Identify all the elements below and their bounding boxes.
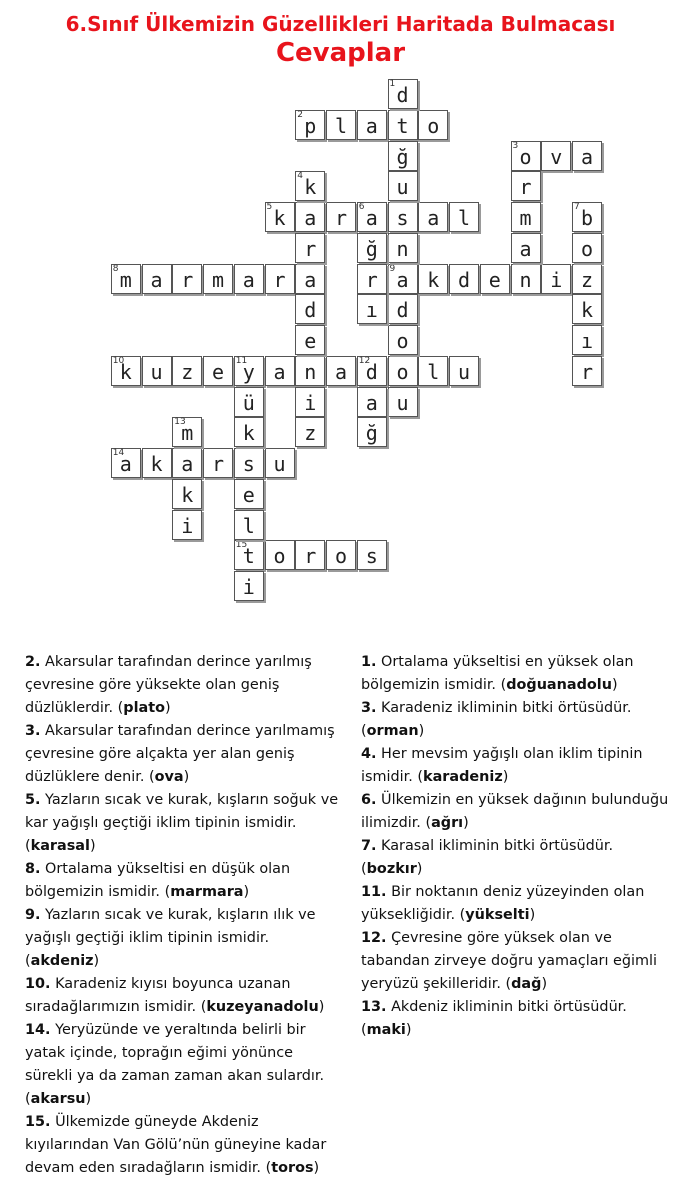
- grid-cell: [234, 387, 264, 417]
- clue-answer: orman: [366, 723, 419, 739]
- clue-text: Bir noktanın deniz yüzeyinden olan yüksekliğidir. (: [361, 884, 645, 923]
- clue-end: ): [541, 976, 548, 992]
- grid-cell: [203, 356, 233, 386]
- cell-letter: l: [242, 513, 255, 538]
- grid-cell: [142, 448, 172, 478]
- clue-end: ): [611, 677, 618, 693]
- clue-number: 3: [512, 140, 519, 151]
- cell-letter: o: [273, 544, 286, 569]
- cell-letter: a: [273, 359, 286, 384]
- grid-cell: [326, 356, 356, 386]
- cell-letter: ğ: [365, 236, 378, 261]
- clue-answer: plato: [123, 700, 165, 716]
- grid-cell: [480, 264, 510, 294]
- grid-cell: [357, 540, 387, 570]
- grid-cell: [572, 356, 602, 386]
- cell-letter: u: [396, 390, 409, 415]
- grid-cell: [265, 264, 295, 294]
- clue-answer: akarsu: [30, 1091, 86, 1107]
- clue-number: 13: [174, 417, 186, 428]
- clue-item: [25, 1111, 340, 1180]
- cell-letter: d: [457, 267, 471, 292]
- cell-letter: r: [181, 267, 194, 292]
- puzzle-subtitle: Cevaplar: [275, 38, 406, 68]
- cell-letter: i: [181, 513, 194, 538]
- clue-number: 2: [297, 109, 303, 120]
- cell-letter: k: [181, 482, 194, 507]
- cell-letter: o: [427, 113, 440, 138]
- grid-cell: [541, 264, 571, 294]
- grid-cell: [572, 141, 602, 171]
- grid-cell: [295, 356, 325, 386]
- grid-cell: [295, 264, 325, 294]
- grid-cell: [295, 233, 325, 263]
- clue-text: Karasal ikliminin bitki örtüsüdür. (: [361, 838, 614, 877]
- cell-letter: k: [150, 452, 163, 476]
- clue-end: ): [313, 1160, 320, 1176]
- grid-cell: [295, 540, 325, 570]
- grid-cell: [357, 233, 387, 263]
- clue-end: ): [165, 700, 171, 716]
- clue-item: [361, 789, 671, 835]
- clue-number: 13.: [361, 999, 387, 1015]
- clue-answer: marmara: [170, 884, 244, 900]
- cell-letter: l: [427, 359, 440, 384]
- grid-cell: [142, 264, 172, 294]
- cell-letter: a: [365, 113, 378, 138]
- cell-letter: l: [334, 113, 348, 138]
- grid-cell: [541, 141, 571, 171]
- cell-letter: m: [119, 267, 132, 292]
- grid-cell: [572, 264, 602, 294]
- grid-cell: [234, 510, 264, 540]
- grid-cell: [295, 294, 325, 324]
- grid-cell: [234, 571, 264, 601]
- clue-answer: bozkır: [366, 861, 417, 877]
- clue-item: [25, 720, 340, 789]
- cell-letter: y: [242, 359, 255, 384]
- grid-cell: [111, 448, 141, 478]
- cell-letter: i: [550, 267, 563, 292]
- clue-item: [25, 789, 340, 858]
- clue-end: ): [89, 838, 96, 854]
- cell-letter: k: [304, 175, 317, 200]
- clue-end: ): [243, 884, 250, 900]
- clue-number: 3.: [361, 700, 377, 716]
- clue-answer: kuzeyanadolu: [206, 999, 319, 1015]
- clue-answer: karasal: [30, 838, 90, 854]
- grid-cell: [388, 79, 418, 109]
- grid-cell: [172, 356, 202, 386]
- cell-letter: a: [242, 267, 255, 292]
- cell-letter: k: [119, 359, 132, 384]
- clue-end: ): [85, 1091, 92, 1107]
- clue-number: 4.: [361, 746, 377, 762]
- grid-cell: [295, 171, 325, 201]
- grid-cell: [234, 448, 264, 478]
- clue-end: ): [529, 907, 536, 923]
- clue-number: 9.: [25, 907, 41, 923]
- cell-letter: d: [396, 298, 409, 323]
- clue-item: [361, 835, 671, 881]
- cell-letter: r: [211, 452, 225, 476]
- clue-item: [361, 697, 671, 743]
- clue-text: Karadeniz ikliminin bitki örtüsüdür. (: [361, 700, 632, 739]
- grid-cell: [172, 510, 202, 540]
- cell-letter: i: [304, 390, 317, 415]
- grid-cell: [172, 264, 202, 294]
- cell-letter: s: [396, 206, 409, 230]
- grid-cell: [418, 202, 448, 232]
- cell-letter: d: [396, 83, 409, 107]
- grid-cell: [265, 448, 295, 478]
- clue-item: [361, 927, 671, 996]
- cell-letter: o: [580, 236, 594, 261]
- grid-cell: [511, 233, 541, 263]
- cell-letter: a: [365, 206, 378, 230]
- clue-number: 2.: [25, 654, 41, 670]
- cell-letter: a: [150, 267, 163, 292]
- grid-cell: [295, 387, 325, 417]
- clue-number: 4: [297, 171, 303, 182]
- cell-letter: a: [396, 267, 409, 292]
- clue-text: Ortalama yükseltisi en yüksek olan bölgemizin ismidir. (: [361, 654, 634, 693]
- clue-item: [25, 904, 340, 973]
- cell-letter: z: [181, 359, 194, 384]
- clue-text: Yazların sıcak ve kurak, kışların ılık ve yağışlı geçtiği iklim tipinin ismidir. (: [25, 907, 316, 969]
- grid-cell: [357, 356, 387, 386]
- cell-letter: m: [211, 267, 225, 292]
- grid-cell: [111, 264, 141, 294]
- grid-cell: [234, 264, 264, 294]
- clue-number: 10.: [25, 976, 51, 992]
- cell-letter: r: [519, 175, 532, 200]
- clue-end: ): [405, 1022, 412, 1038]
- cell-letter: e: [304, 329, 317, 353]
- cell-letter: d: [304, 298, 317, 323]
- clue-item: [361, 651, 671, 697]
- grid-cell: [418, 356, 448, 386]
- grid-cell: [326, 540, 356, 570]
- cell-letter: ğ: [365, 421, 378, 446]
- cell-letter: a: [580, 144, 594, 169]
- clue-number: 11.: [361, 884, 387, 900]
- cell-letter: l: [457, 206, 471, 230]
- clue-text: Akdeniz ikliminin bitki örtüsüdür. (: [361, 999, 627, 1038]
- clue-item: [25, 858, 340, 904]
- clue-number: 5: [266, 202, 273, 212]
- clue-number: 12.: [361, 930, 387, 946]
- cell-letter: s: [242, 452, 255, 476]
- grid-cell: [572, 233, 602, 263]
- cell-letter: a: [181, 452, 194, 476]
- clue-end: ): [463, 815, 469, 831]
- grid-cell: [388, 233, 418, 263]
- grid-cell: [295, 417, 325, 447]
- clue-answer: akdeniz: [30, 953, 94, 969]
- clue-number: 7.: [361, 838, 377, 854]
- clue-answer: karadeniz: [423, 769, 503, 785]
- cell-letter: a: [304, 267, 317, 292]
- clue-item: [361, 881, 671, 927]
- clue-list-left: [25, 651, 340, 1180]
- grid-cell: [388, 264, 418, 294]
- grid-cell: [511, 171, 541, 201]
- clue-text: Çevresine göre yüksek olan ve tabandan zirveye doğru yamaçları eğimli yeryüzü şekilleridir. (: [361, 930, 658, 992]
- grid-cell: [418, 110, 448, 140]
- cell-letter: r: [304, 236, 317, 261]
- clue-number: 14: [112, 448, 125, 458]
- clue-item: [25, 973, 340, 1019]
- grid-cell: [511, 264, 541, 294]
- cell-letter: d: [365, 359, 378, 384]
- clue-end: ): [416, 861, 423, 877]
- grid-cell: [295, 325, 325, 355]
- grid-cell: [357, 417, 387, 447]
- cell-letter: t: [396, 113, 409, 138]
- clue-answer: ağrı: [431, 815, 464, 831]
- cell-letter: k: [580, 298, 594, 323]
- cell-letter: m: [181, 421, 194, 446]
- cell-letter: a: [119, 452, 132, 476]
- clue-item: [25, 651, 340, 720]
- grid-cell: [111, 356, 141, 386]
- clue-number: 1.: [361, 654, 377, 670]
- grid-cell: [388, 387, 418, 417]
- grid-cell: [234, 356, 264, 386]
- clue-end: ): [183, 769, 190, 785]
- grid-cell: [357, 294, 387, 324]
- clue-answer: maki: [366, 1022, 406, 1038]
- clue-text: Akarsular tarafından derince yarılmamış çevresine göre alçakta yer alan geniş düzlüklere denir. (: [25, 723, 335, 785]
- cell-letter: z: [304, 421, 317, 446]
- cell-letter: p: [304, 113, 317, 138]
- cell-letter: e: [211, 359, 225, 384]
- puzzle-title: 6.Sınıf Ülkemizin Güzellikleri Haritada Bulmacası: [65, 12, 616, 36]
- grid-cell: [265, 202, 295, 232]
- cell-letter: n: [519, 267, 532, 292]
- grid-cell: [572, 294, 602, 324]
- grid-cell: [449, 264, 479, 294]
- cell-letter: n: [396, 236, 409, 261]
- cell-letter: z: [580, 267, 594, 292]
- clue-list-right: [361, 651, 671, 1042]
- grid-cell: [388, 141, 418, 171]
- clue-text: Akarsular tarafından derince yarılmış çevresine göre yüksekte olan geniş düzlüklerdir. (: [25, 654, 312, 716]
- grid-cell: [388, 356, 418, 386]
- grid-cell: [449, 202, 479, 232]
- cell-letter: i: [242, 575, 255, 599]
- grid-cell: [388, 110, 418, 140]
- cell-letter: r: [365, 267, 378, 292]
- clue-number: 6.: [361, 792, 377, 808]
- cell-letter: k: [242, 421, 255, 446]
- grid-cell: [388, 202, 418, 232]
- clue-number: 1: [389, 79, 396, 89]
- grid-cell: [572, 325, 602, 355]
- clue-answer: ova: [154, 769, 184, 785]
- grid-cell: [511, 202, 541, 232]
- grid-cell: [357, 202, 387, 232]
- clue-text: Ülkemizde güneyde Akdeniz kıyılarından Van Gölü’nün güneyine kadar devam eden sıradağların ismidir. (: [25, 1114, 327, 1176]
- clue-item: [361, 996, 671, 1042]
- grid-cell: [357, 264, 387, 294]
- clue-number: 6: [358, 202, 365, 212]
- cell-letter: o: [519, 144, 532, 169]
- cell-letter: ü: [242, 390, 255, 415]
- grid-cell: [295, 202, 325, 232]
- grid-cell: [418, 264, 448, 294]
- clue-number: 15: [235, 540, 248, 551]
- grid-cell: [388, 325, 418, 355]
- clue-answer: toros: [271, 1160, 314, 1176]
- clue-number: 5.: [25, 792, 41, 808]
- cell-letter: n: [304, 359, 317, 384]
- cell-letter: o: [334, 544, 348, 569]
- grid-cell: [172, 479, 202, 509]
- grid-cell: [295, 110, 325, 140]
- grid-cell: [234, 540, 264, 570]
- cell-letter: b: [580, 206, 594, 230]
- cell-letter: r: [304, 544, 317, 569]
- clue-end: ): [93, 953, 100, 969]
- clue-number: 3.: [25, 723, 41, 739]
- clue-number: 10: [112, 355, 125, 366]
- clue-number: 15.: [25, 1114, 51, 1130]
- clue-item: [361, 743, 671, 789]
- clue-number: 9: [389, 263, 396, 274]
- clue-number: 11: [235, 355, 248, 366]
- grid-cell: [511, 141, 541, 171]
- clue-text: Yeryüzünde ve yeraltında belirli bir yatak içinde, toprağın eğimi yönünce sürekli ya da zaman zaman akan sulardır. (: [25, 1022, 325, 1107]
- clue-text: Ülkemizin en yüksek dağının bulunduğu ilimizdir. (: [361, 792, 669, 831]
- cell-letter: o: [396, 359, 409, 384]
- cell-letter: u: [273, 452, 286, 476]
- grid-cell: [326, 202, 356, 232]
- clue-answer: yükselti: [465, 907, 530, 923]
- grid-cell: [572, 202, 602, 232]
- cell-letter: r: [334, 206, 348, 230]
- clue-text: Karadeniz kıyısı boyunca uzanan sıradağlarımızın ismidir. (: [25, 976, 291, 1015]
- cell-letter: a: [304, 206, 317, 230]
- clue-text: Her mevsim yağışlı olan iklim tipinin ismidir. (: [361, 746, 643, 785]
- cell-letter: r: [273, 267, 286, 292]
- clue-answer: doğuanadolu: [506, 677, 612, 693]
- grid-cell: [357, 387, 387, 417]
- clue-number: 8: [112, 263, 119, 274]
- cell-letter: v: [550, 144, 563, 169]
- clue-end: ): [318, 999, 325, 1015]
- grid-cell: [388, 171, 418, 201]
- clue-text: Yazların sıcak ve kurak, kışların soğuk ve kar yağışlı geçtiği iklim tipinin ismidir. (: [25, 792, 339, 854]
- cell-letter: s: [365, 544, 378, 569]
- clue-text: Ortalama yükseltisi en düşük olan bölgemizin ismidir. (: [25, 861, 291, 900]
- cell-letter: u: [396, 175, 409, 200]
- grid-cell: [265, 540, 295, 570]
- grid-cell: [203, 448, 233, 478]
- clue-number: 8.: [25, 861, 41, 877]
- clue-number: 12: [358, 355, 371, 366]
- cell-letter: u: [457, 359, 471, 384]
- grid-cell: [357, 110, 387, 140]
- cell-letter: ğ: [396, 144, 409, 169]
- grid-cell: [142, 356, 172, 386]
- cell-letter: a: [427, 206, 440, 230]
- grid-cell: [172, 417, 202, 447]
- clue-item: [25, 1019, 340, 1111]
- cell-letter: e: [488, 267, 501, 292]
- cell-letter: a: [334, 359, 348, 384]
- cell-letter: m: [519, 206, 532, 230]
- grid-cell: [172, 448, 202, 478]
- grid-cell: [326, 110, 356, 140]
- clue-number: 7: [574, 202, 580, 212]
- clue-number: 14.: [25, 1022, 51, 1038]
- clue-end: ): [418, 723, 425, 739]
- grid-cell: [234, 417, 264, 447]
- grid-cell: [265, 356, 295, 386]
- grid-cell: [449, 356, 479, 386]
- cell-letter: ı: [365, 298, 378, 323]
- cell-letter: u: [150, 359, 163, 384]
- cell-letter: r: [580, 359, 594, 384]
- cell-letter: k: [273, 206, 286, 230]
- grid-cell: [203, 264, 233, 294]
- cell-letter: a: [519, 236, 532, 261]
- grid-cell: [234, 479, 264, 509]
- cell-letter: t: [242, 544, 255, 569]
- cell-letter: e: [242, 482, 255, 507]
- clue-end: ): [502, 769, 509, 785]
- cell-letter: ı: [580, 329, 594, 353]
- cell-letter: k: [427, 267, 440, 292]
- clue-answer: dağ: [511, 976, 542, 992]
- cell-letter: a: [365, 390, 378, 415]
- cell-letter: o: [396, 329, 409, 353]
- grid-cell: [388, 294, 418, 324]
